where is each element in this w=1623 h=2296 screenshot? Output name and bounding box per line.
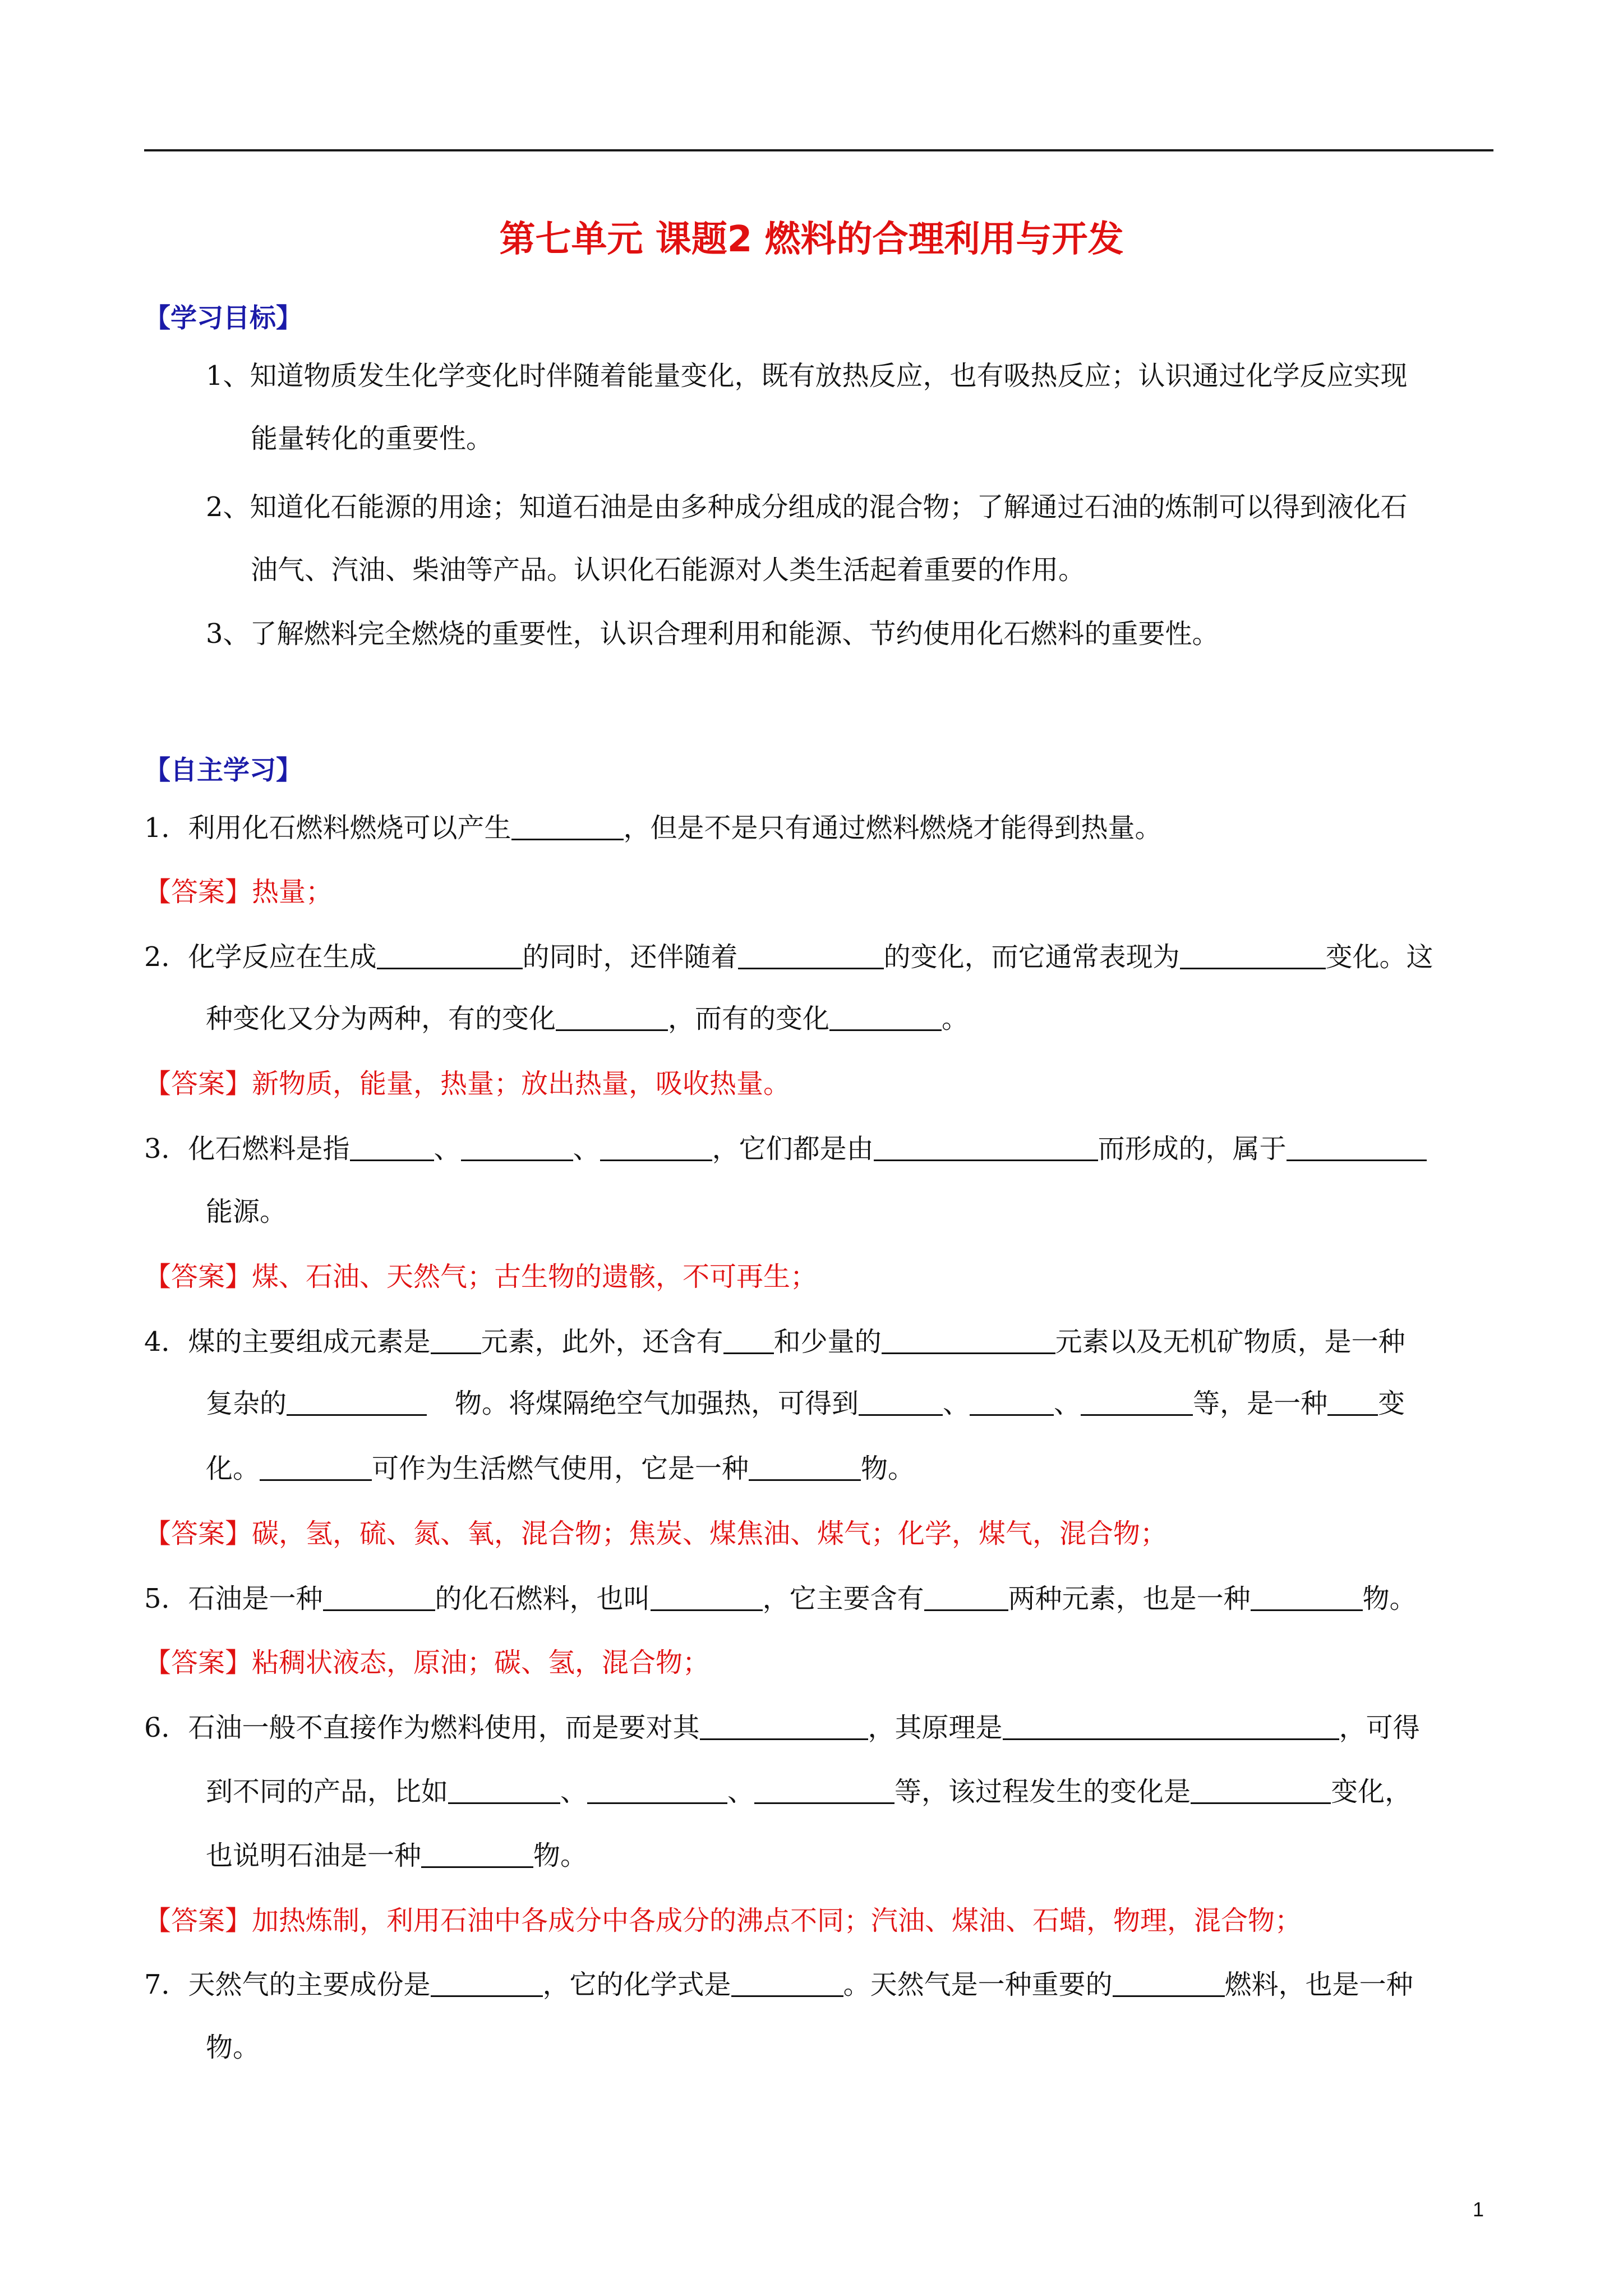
answer-3: 【答案】煤、石油、天然气；古生物的遗骸，不可再生； [144,1261,818,1292]
blank [1081,1388,1193,1416]
blank [874,1134,1098,1161]
blank [859,1388,943,1416]
blank [1327,1388,1378,1416]
blank [1191,1777,1331,1804]
blank [723,1327,774,1354]
question-2-cont: 种变化又分为两种，有的变化 ，而有的变化 。 [206,1003,969,1034]
question-4-cont: 复杂的 物。将煤隔绝空气加强热，可得到 、 、 等，是一种 变 [206,1388,1405,1419]
question-7-cont: 物。 [206,2032,260,2063]
blank [749,1453,861,1481]
blank [431,1327,481,1354]
question-2: 2．化学反应在生成 的同时，还伴随着 的变化，而它通常表现为 变化。这 [144,941,1433,973]
blank [738,942,884,969]
blank [431,1970,543,1997]
blank [700,1713,868,1740]
objective-3: 3、了解燃料完全燃烧的重要性，认识合理利用和能源、节约使用化石燃料的重要性。 [206,618,1219,650]
objective-1: 1、知道物质发生化学变化时伴随着能量变化，既有放热反应，也有吸热反应；认识通过化学反应实现 [206,360,1408,392]
blank [421,1841,533,1868]
question-4-cont2: 化。 可作为生活燃气使用，它是一种 物。 [206,1453,915,1484]
blank [829,1004,942,1031]
blank [651,1584,763,1611]
blank [1003,1713,1339,1740]
blank [350,1134,434,1161]
question-3-cont: 能源。 [206,1196,287,1227]
answer-1: 【答案】热量； [144,876,333,908]
blank [323,1584,435,1611]
blank [287,1388,427,1416]
blank [1287,1134,1427,1161]
blank [754,1777,895,1804]
objective-1-cont: 能量转化的重要性。 [251,423,494,454]
question-6-cont: 到不同的产品，比如 、 、 等，该过程发生的变化是 变化， [206,1776,1412,1807]
blank [556,1004,668,1031]
section-objectives: 【学习目标】 [144,303,302,334]
blank [924,1584,1008,1611]
blank [882,1327,1055,1354]
question-5: 5．石油是一种 的化石燃料，也叫 ，它主要含有 两种元素，也是一种 物。 [144,1583,1417,1614]
blank [1113,1970,1225,1997]
blank [970,1388,1054,1416]
answer-6: 【答案】加热炼制，利用石油中各成分中各成分的沸点不同；汽油、煤油、石蜡，物理，混合物； [144,1905,1302,1936]
blank [377,942,523,969]
blank [587,1777,727,1804]
question-4: 4．煤的主要组成元素是 元素，此外，还含有 和少量的 元素以及无机矿物质，是一种 [144,1326,1405,1358]
answer-4: 【答案】碳，氢，硫、氮、氧，混合物；焦炭、煤焦油、煤气；化学，煤气，混合物； [144,1518,1168,1549]
objective-2-cont: 油气、汽油、柴油等产品。认识化石能源对人类生活起着重要的作用。 [251,554,1086,586]
section-self-study: 【自主学习】 [144,755,302,786]
question-6-cont2: 也说明石油是一种 物。 [206,1840,588,1871]
blank [260,1453,372,1481]
question-7: 7．天然气的主要成份是 ，它的化学式是 。天然气是一种重要的 燃料，也是一种 [144,1969,1413,2000]
blank [448,1777,560,1804]
header-rule [144,149,1493,151]
blank [731,1970,843,1997]
blank [1251,1584,1363,1611]
page-title: 第七单元 课题2 燃料的合理利用与开发 [499,219,1124,260]
question-6: 6．石油一般不直接作为燃料使用，而是要对其 ，其原理是 ，可得 [144,1712,1420,1743]
blank [461,1134,573,1161]
question-3: 3．化石燃料是指 、 、 ，它们都是由 而形成的，属于 [144,1132,1427,1166]
blank [1180,942,1326,969]
objective-2: 2、知道化石能源的用途；知道石油是由多种成分组成的混合物；了解通过石油的炼制可以得到液化石 [206,491,1408,523]
blank [511,813,624,840]
blank [600,1134,712,1161]
question-1: 1．利用化石燃料燃烧可以产生 ，但是不是只有通过燃料燃烧才能得到热量。 [144,812,1162,844]
answer-5: 【答案】粘稠状液态，原油；碳、氢，混合物； [144,1647,710,1678]
answer-2: 【答案】新物质，能量，热量；放出热量，吸收热量。 [144,1068,791,1099]
page-number: 1 [1473,2198,1484,2221]
